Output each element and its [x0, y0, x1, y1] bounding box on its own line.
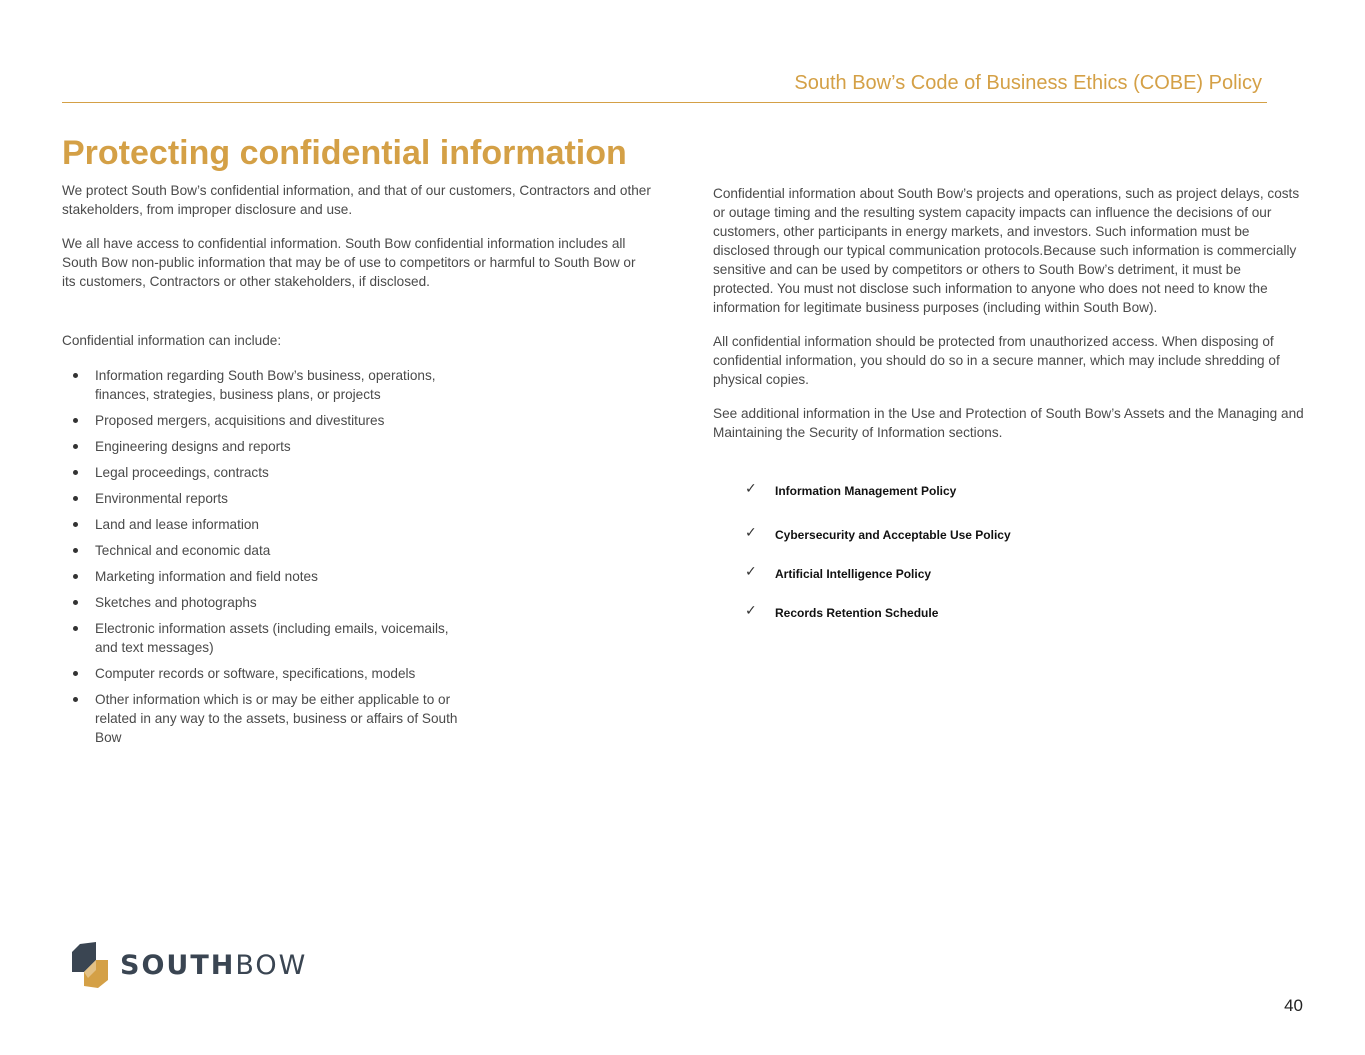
check-icon: ✓: [745, 564, 757, 580]
protection-paragraph: All confidential information should be protected from unauthorized access. When disposing of confidential information, you should do so in a secure manner, which may include shredding of physical copies.: [713, 334, 1280, 387]
intro-paragraph: We protect South Bow’s confidential information, and that of our customers, Contractors and other stakeholders, from improper disclosure and use.: [62, 183, 651, 217]
list-intro: Confidential information can include:: [62, 333, 282, 348]
list-item: Marketing information and field notes: [62, 567, 462, 586]
list-item: Proposed mergers, acquisitions and divestitures: [62, 411, 462, 430]
header-title: South Bow’s Code of Business Ethics (COBE) Policy: [794, 72, 1262, 94]
policy-label: Records Retention Schedule: [775, 606, 939, 620]
list-item: Other information which is or may be either applicable to or related in any way to the assets, business or affairs of South Bow: [62, 690, 462, 747]
policy-link-artificial-intelligence[interactable]: [745, 564, 1011, 587]
check-icon: ✓: [745, 525, 757, 541]
access-paragraph: We all have access to confidential information. South Bow confidential information includes all South Bow non-public information that may be of use to competitors or harmful to South Bow or its customers, Contractors or other stakeholders, if disclosed.: [62, 236, 636, 289]
list-item: Information regarding South Bow’s business, operations, finances, strategies, business plans, or projects: [62, 366, 462, 404]
list-item: Land and lease information: [62, 515, 462, 534]
header-divider: [62, 102, 1267, 103]
logo-mark-icon: [70, 942, 110, 988]
policy-link-information-management[interactable]: [745, 481, 1011, 504]
confidential-info-list: [62, 366, 462, 747]
check-icon: ✓: [745, 481, 757, 497]
list-item: Sketches and photographs: [62, 593, 462, 612]
left-column: [62, 181, 652, 754]
list-item: Computer records or software, specifications, models: [62, 664, 462, 683]
list-item: Engineering designs and reports: [62, 437, 462, 456]
policy-link-cybersecurity[interactable]: [745, 525, 1011, 548]
policy-label: Cybersecurity and Acceptable Use Policy: [775, 528, 1011, 542]
policy-label: Artificial Intelligence Policy: [775, 567, 932, 581]
list-item: Technical and economic data: [62, 541, 462, 560]
list-item: Electronic information assets (including emails, voicemails, and text messages): [62, 619, 462, 657]
additional-info-paragraph: See additional information in the Use and Protection of South Bow’s Assets and the Managing and Maintaining the Security of Information sections.: [713, 406, 1304, 440]
list-item: Legal proceedings, contracts: [62, 463, 462, 482]
page-title: Protecting confidential information: [62, 134, 627, 172]
projects-paragraph: Confidential information about South Bow’s projects and operations, such as project delays, costs or outage timing and the resulting system capacity impacts can influence the decisions of our customers, other participants in energy markets, and investors. Such information must be disclosed through our typical communication protocols.Because such information is commercially sensitive and can be used by competitors or others to South Bow’s detriment, it must be protected. You must not disclose such information to anyone who does not need to know the information for legitimate business purposes (including within South Bow).: [713, 186, 1300, 315]
list-item: Environmental reports: [62, 489, 462, 508]
related-policies: [745, 481, 1011, 626]
check-icon: ✓: [745, 603, 757, 619]
logo-wordmark: SOUTHBOW: [120, 949, 308, 981]
policy-link-records-retention[interactable]: [745, 603, 1011, 626]
page-number: 40: [1284, 996, 1303, 1015]
right-column: [713, 184, 1305, 457]
policy-label: Information Management Policy: [775, 484, 957, 498]
south-bow-logo: [70, 942, 307, 988]
